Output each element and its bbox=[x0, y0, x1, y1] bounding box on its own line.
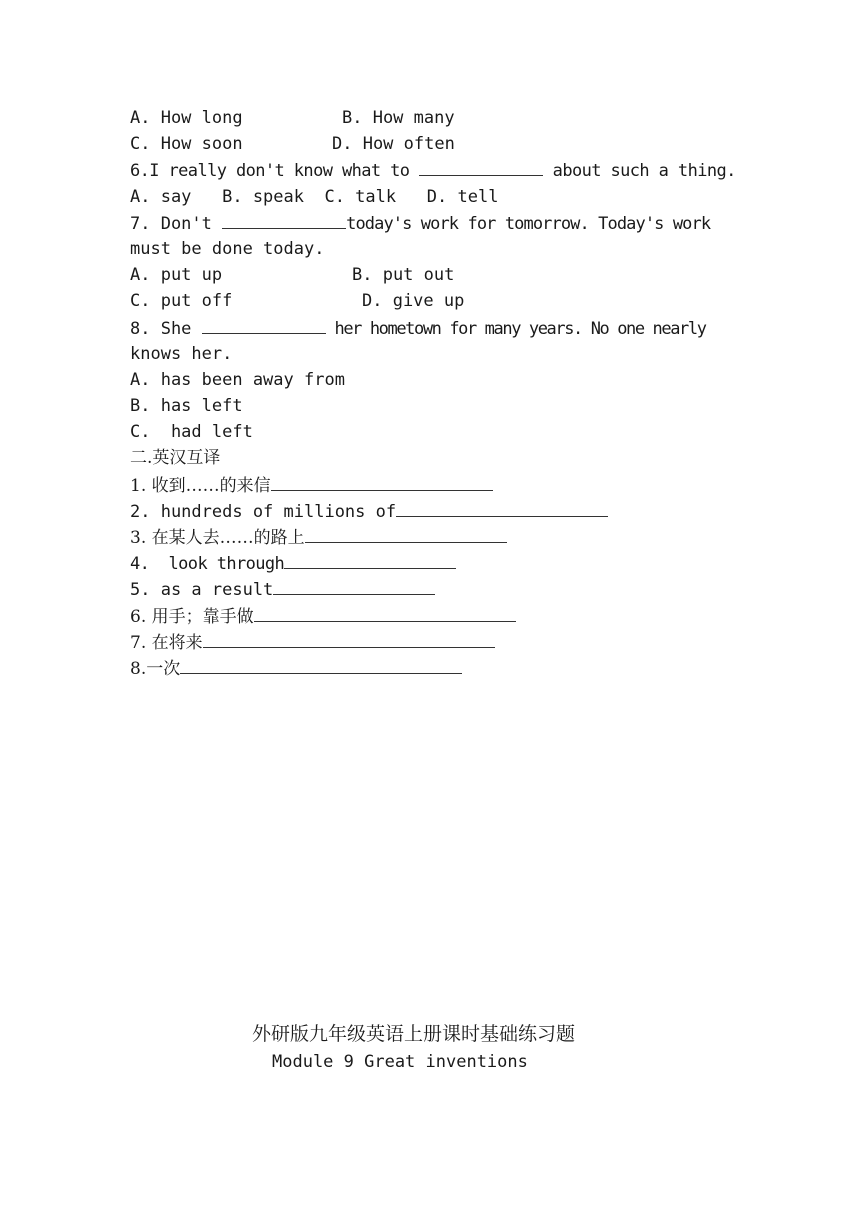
q7-options-row-1 bbox=[130, 262, 740, 288]
q6-text-after: about such a thing. bbox=[543, 161, 736, 182]
q8-text-before: 8. She bbox=[130, 318, 202, 339]
q5-option-c: C. How soon bbox=[130, 134, 243, 155]
q8-option-a: A. has been away from bbox=[130, 369, 345, 390]
translation-item-5 bbox=[130, 576, 740, 602]
q5-options-row-2 bbox=[130, 131, 740, 157]
translation-item-text: 4. look through bbox=[130, 554, 285, 575]
q6-answer-blank bbox=[419, 157, 543, 176]
translation-item-text: 8.一次 bbox=[130, 658, 181, 679]
translation-answer-blank bbox=[203, 629, 495, 648]
q5-option-b: B. How many bbox=[342, 108, 455, 128]
q8-option-b: B. has left bbox=[130, 396, 243, 417]
exercise-content bbox=[130, 105, 740, 681]
translation-item-6 bbox=[130, 603, 740, 629]
translation-item-1 bbox=[130, 472, 740, 498]
translation-answer-blank bbox=[305, 524, 507, 543]
q7-question bbox=[130, 210, 740, 236]
module-subtitle: Module 9 Great inventions bbox=[272, 1052, 528, 1072]
q8-question-continued: knows her. bbox=[130, 343, 233, 364]
translation-section-heading: 二.英汉互译 bbox=[130, 448, 221, 469]
q7-option-a: A. put up bbox=[130, 265, 223, 286]
q8-option-c: C. had left bbox=[130, 422, 253, 443]
translation-answer-blank bbox=[271, 472, 493, 491]
translation-item-text: 3. 在某人去……的路上 bbox=[130, 528, 305, 548]
translation-item-text: 2. hundreds of millions of bbox=[130, 501, 397, 522]
translation-item-2 bbox=[130, 498, 740, 524]
q7-option-b: B. put out bbox=[352, 265, 455, 286]
translation-item-text: 7. 在将来 bbox=[130, 632, 203, 653]
q5-options-row-1 bbox=[130, 105, 740, 131]
translation-answer-blank bbox=[273, 576, 435, 595]
worksheet-title: 外研版九年级英语上册课时基础练习题 bbox=[252, 1023, 576, 1045]
translation-item-text: 5. as a result bbox=[130, 580, 274, 601]
translation-item-4 bbox=[130, 550, 740, 576]
translation-answer-blank bbox=[254, 603, 516, 622]
q5-option-d: D. How often bbox=[332, 134, 455, 155]
q7-text-after: today's work for tomorrow. Today's work bbox=[346, 213, 711, 234]
q7-option-c: C. put off bbox=[130, 291, 233, 312]
q8-answer-blank bbox=[202, 315, 326, 334]
q7-question-continued: must be done today. bbox=[130, 238, 325, 259]
q7-text-before: 7. Don't bbox=[130, 213, 223, 234]
q7-answer-blank bbox=[222, 210, 346, 229]
translation-answer-blank bbox=[396, 498, 608, 517]
q7-option-d: D. give up bbox=[362, 291, 465, 312]
translation-item-7 bbox=[130, 629, 740, 655]
q6-text-before: 6.I really don't know what to bbox=[130, 161, 420, 182]
translation-item-8 bbox=[130, 655, 740, 681]
q8-question bbox=[130, 315, 740, 341]
translation-item-text: 1. 收到……的来信 bbox=[130, 475, 271, 496]
translation-answer-blank bbox=[180, 655, 462, 674]
translation-answer-blank bbox=[284, 550, 456, 569]
translation-item-text: 6. 用手；靠手做 bbox=[130, 606, 254, 627]
q8-text-after: her hometown for many years. No one nearly bbox=[325, 318, 706, 339]
q6-options: A. say B. speak C. talk D. tell bbox=[130, 186, 499, 207]
q7-options-row-2 bbox=[130, 288, 740, 314]
translation-item-3 bbox=[130, 524, 740, 550]
q5-option-a: A. How long bbox=[130, 108, 243, 128]
q6-question bbox=[130, 157, 740, 183]
